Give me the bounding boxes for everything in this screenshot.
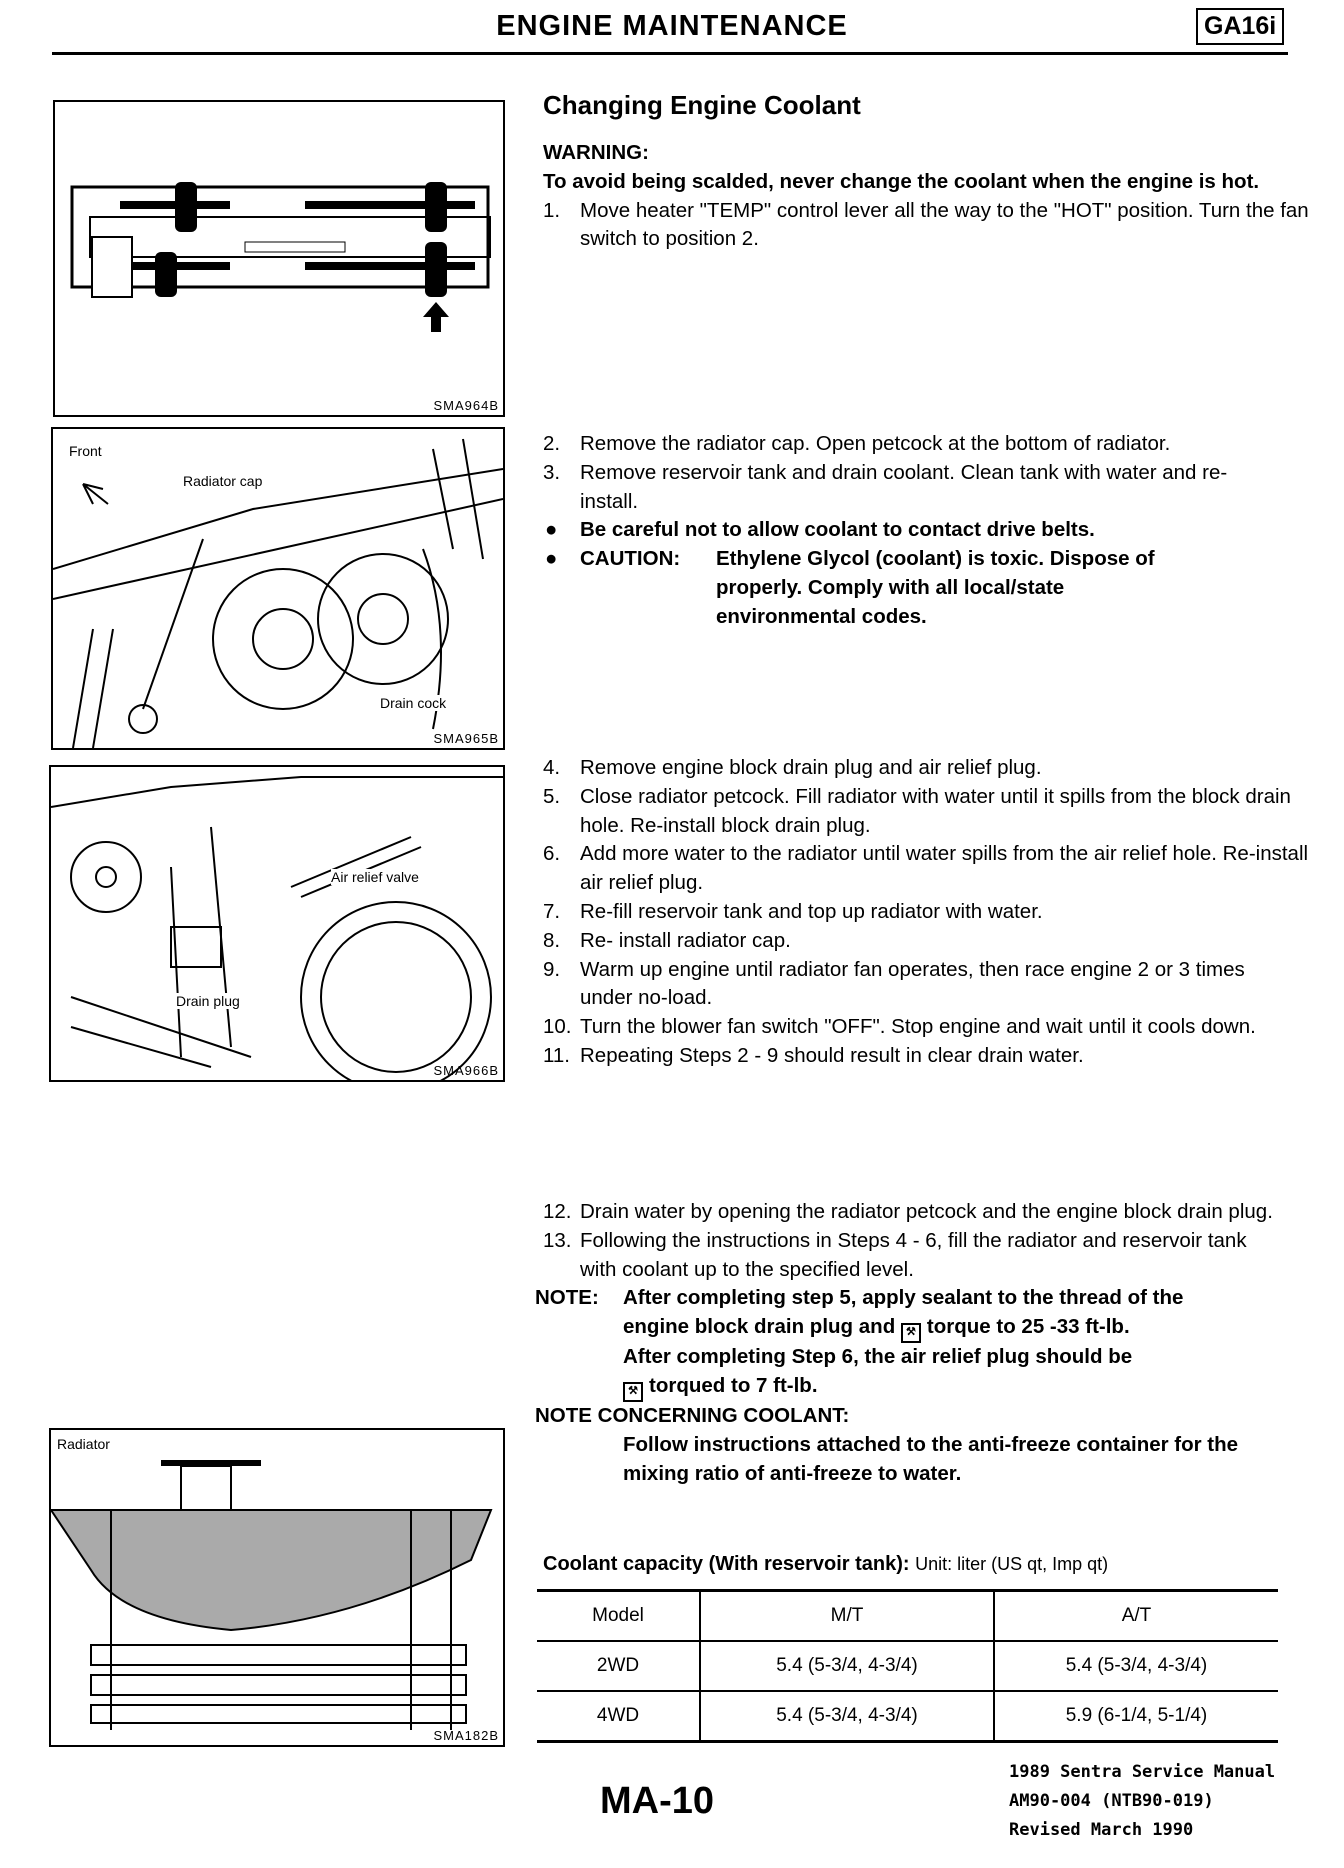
note-text-1a: After completing step 5, apply sealant to the thread of the engine block drain plug and (623, 1286, 1184, 1339)
step-text: Move heater "TEMP" control lever all the way to the "HOT" position. Turn the fan switch to position 2. (580, 198, 1309, 251)
step-number: 12. (543, 1200, 572, 1223)
section-title: Changing Engine Coolant (543, 90, 861, 120)
torque-wrench-icon: ⚒ (901, 1323, 921, 1343)
table-header-row (537, 1591, 1278, 1642)
step-number: 5. (543, 784, 561, 808)
step-7 (543, 898, 1323, 927)
caution-block (543, 545, 1156, 631)
note-coolant-text: Follow instructions attached to the anti-freeze container for the mixing ratio of anti-freeze to water. (623, 1432, 1239, 1485)
steps-4-11-block (543, 754, 1323, 1071)
capacity-title: Coolant capacity (With reservoir tank): (543, 1553, 910, 1575)
figure-code: SMA964B (433, 398, 499, 413)
figure-label-radiator: Radiator (57, 1436, 110, 1452)
step-text: Close radiator petcock. Fill radiator with water until it spills from the block drain hole. Re-install block drain plug. (580, 784, 1291, 837)
note-block (535, 1284, 1243, 1402)
step-2 (543, 430, 1180, 459)
step-12 (543, 1198, 1283, 1227)
step-number: 1. (543, 198, 561, 222)
engine-code-badge: GA16i (1196, 8, 1284, 45)
table-cell: 5.4 (5-3/4, 4-3/4) (994, 1641, 1278, 1691)
header-cell: Model (537, 1591, 700, 1642)
step-11 (543, 1042, 1323, 1071)
note-text-2b: torqued to 7 ft-lb. (649, 1373, 818, 1397)
footer-line: Revised March 1990 (1009, 1820, 1194, 1840)
step-1 (543, 197, 1323, 255)
coolant-capacity-table (537, 1589, 1278, 1743)
figure-label-drain-cock: Drain cock (380, 695, 447, 711)
step-text: Remove reservoir tank and drain coolant. Clean tank with water and re-install. (580, 460, 1228, 513)
step-5 (543, 783, 1323, 841)
step-6 (543, 840, 1320, 898)
capacity-unit: Unit: liter (US qt, Imp qt) (915, 1554, 1109, 1574)
step-13 (543, 1227, 1260, 1285)
table-cell: 5.4 (5-3/4, 4-3/4) (700, 1691, 994, 1742)
bullet-icon: ● (545, 547, 558, 571)
figure-radiator-drain (51, 427, 505, 750)
step-text: Turn the blower fan switch "OFF". Stop engine and wait until it cools down. (580, 1015, 1256, 1039)
step-text: Remove the radiator cap. Open petcock at the bottom of radiator. (580, 432, 1171, 455)
engine-block-illustration (51, 767, 503, 1080)
table-cell: 5.4 (5-3/4, 4-3/4) (700, 1641, 994, 1691)
step-number: 4. (543, 756, 561, 779)
warning-text: To avoid being scalded, never change the coolant when the engine is hot. (543, 169, 1260, 193)
figure-label-drain-plug: Drain plug (176, 993, 240, 1009)
step-8 (543, 927, 1323, 956)
step-number: 3. (543, 460, 561, 484)
footer-info (1009, 1758, 1275, 1845)
step-text: Re- install radiator cap. (580, 928, 791, 952)
note-text-2a: After completing Step 6, the air relief plug should be (623, 1345, 1133, 1369)
caution-text: Ethylene Glycol (coolant) is toxic. Dispose of properly. Comply with all local/state environmental codes. (716, 547, 1155, 628)
table-cell: 2WD (537, 1641, 700, 1691)
header-cell: M/T (700, 1591, 994, 1642)
figure-label-air-relief-valve: Air relief valve (331, 869, 419, 885)
step-3 (543, 459, 1283, 517)
step-10 (543, 1013, 1300, 1042)
warning-label: WARNING: (543, 141, 649, 164)
table-cell: 4WD (537, 1691, 700, 1742)
figure-code: SMA965B (433, 731, 499, 746)
figure-code: SMA966B (433, 1063, 499, 1078)
step-text: Repeating Steps 2 - 9 should result in clear drain water. (580, 1043, 1084, 1067)
torque-wrench-icon: ⚒ (623, 1382, 643, 1402)
figure-code: SMA182B (433, 1728, 499, 1743)
page-header-title: ENGINE MAINTENANCE (496, 10, 848, 42)
note-text-1b: torque to 25 -33 ft-lb. (926, 1315, 1130, 1339)
table-cell: 5.9 (6-1/4, 5-1/4) (994, 1691, 1278, 1742)
page-number: MA-10 (600, 1780, 715, 1822)
step-text: Following the instructions in Steps 4 - 6, fill the radiator and reservoir tank with coolant up to the specified level. (580, 1228, 1247, 1281)
step-text: Add more water to the radiator until water spills from the air relief hole. Re-install air relief plug. (580, 842, 1309, 895)
step-number: 2. (543, 432, 561, 455)
step-4 (543, 754, 1323, 783)
step-text: Drain water by opening the radiator petcock and the engine block drain plug. (580, 1200, 1273, 1223)
step-text: Remove engine block drain plug and air relief plug. (580, 756, 1042, 779)
heater-control-illustration (55, 102, 503, 415)
step-text: Re-fill reservoir tank and top up radiator with water. (580, 899, 1043, 923)
step-text: Warm up engine until radiator fan operates, then race engine 2 or 3 times under no-load. (580, 957, 1245, 1010)
bullet-icon: ● (545, 518, 558, 542)
step-number: 11. (543, 1043, 570, 1067)
header-rule (52, 52, 1288, 55)
figure-label-front: Front (69, 443, 102, 459)
table-row (537, 1691, 1278, 1742)
note-label: NOTE: (535, 1286, 599, 1310)
steps-12-13-block (535, 1198, 1283, 1488)
steps-2-3-block (543, 430, 1283, 632)
step-number: 8. (543, 928, 561, 952)
footer-line: AM90-004 (NTB90-019) (1009, 1791, 1214, 1811)
bullet-drive-belts (543, 516, 1283, 545)
capacity-caption (543, 1553, 1108, 1576)
step-number: 10. (543, 1015, 572, 1039)
footer-line: 1989 Sentra Service Manual (1009, 1762, 1276, 1782)
radiator-section-illustration (51, 1430, 503, 1745)
figure-radiator-section (49, 1428, 505, 1747)
step-number: 13. (543, 1228, 572, 1252)
step-number: 7. (543, 899, 561, 923)
figure-heater-controls (53, 100, 505, 417)
table-row (537, 1641, 1278, 1691)
figure-engine-block (49, 765, 505, 1082)
bullet-text: Be careful not to allow coolant to contact drive belts. (580, 518, 1095, 542)
step-9 (543, 956, 1280, 1014)
header-cell: A/T (994, 1591, 1278, 1642)
step-number: 6. (543, 842, 561, 866)
step-number: 9. (543, 957, 561, 981)
caution-label: CAUTION: (580, 547, 681, 571)
figure-label-radiator-cap: Radiator cap (183, 473, 263, 489)
warning-block (543, 139, 1323, 254)
note-coolant-label: NOTE CONCERNING COOLANT: (535, 1403, 850, 1427)
